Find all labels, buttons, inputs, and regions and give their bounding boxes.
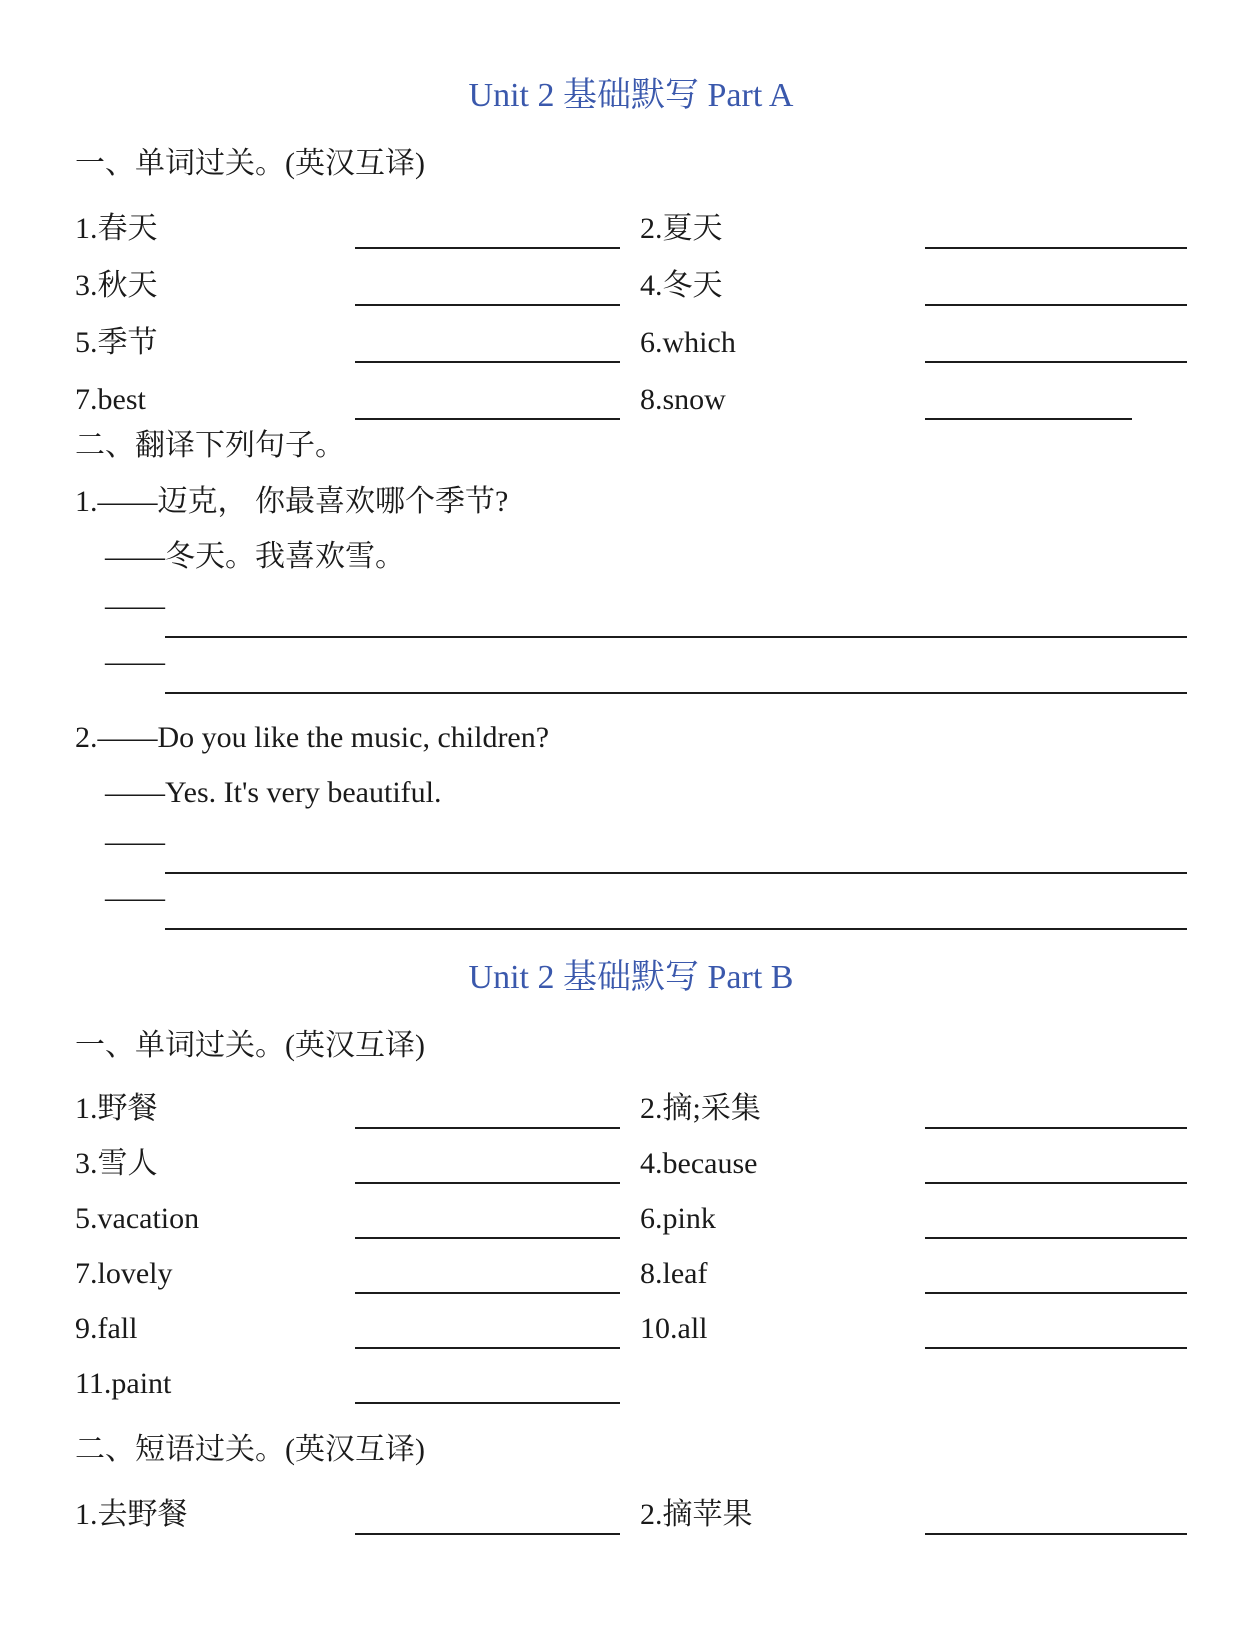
word-label: 3.雪人: [75, 1147, 158, 1180]
dialogue-2: [75, 710, 1187, 932]
part-a-translate-heading: 二、翻译下列句子。: [75, 429, 345, 462]
phrase-cell: [640, 1493, 1187, 1535]
word-cell: [640, 1087, 1187, 1129]
answer-line: [165, 820, 1187, 874]
dialogue-reply: ——冬天。我喜欢雪。: [105, 540, 405, 573]
word-cell: [75, 264, 620, 306]
answer-blank: [925, 207, 1187, 249]
answer-blank: [355, 207, 620, 249]
word-cell: [640, 1197, 1187, 1239]
word-label: 7.best: [75, 383, 146, 416]
dialogue-question-line: [75, 474, 1187, 529]
word-label: 10.all: [640, 1312, 708, 1345]
phrase-row: [75, 1478, 1187, 1535]
word-cell: [75, 1362, 620, 1404]
word-row: [75, 363, 1187, 420]
part-b-word-grid: [75, 1074, 1187, 1404]
word-label: 4.冬天: [640, 269, 723, 302]
answer-blank: [355, 264, 620, 306]
answer-blank: [355, 1307, 620, 1349]
word-label: 6.which: [640, 326, 736, 359]
answer-blank: [925, 321, 1187, 363]
word-row: [75, 1349, 1187, 1404]
word-cell: [640, 264, 1187, 306]
word-label: 2.夏天: [640, 212, 723, 245]
part-b-phrases-heading: 二、短语过关。(英汉互译): [75, 1433, 425, 1466]
dialogue-number: 1.: [75, 485, 98, 518]
word-label: 1.春天: [75, 212, 158, 245]
answer-row: [105, 820, 1187, 876]
word-row: [75, 1074, 1187, 1129]
answer-dash: ——: [105, 881, 165, 914]
word-cell: [640, 378, 1187, 420]
answer-blank: [355, 1142, 620, 1184]
word-cell: [75, 207, 620, 249]
answer-blank: [925, 1307, 1187, 1349]
part-b-title: Unit 2 基础默写 Part B: [468, 959, 794, 996]
word-row: [75, 1129, 1187, 1184]
answer-blank: [355, 1493, 620, 1535]
word-cell: [640, 1252, 1187, 1294]
word-cell: [75, 321, 620, 363]
word-label: 2.摘;采集: [640, 1092, 761, 1125]
word-cell: [640, 1307, 1187, 1349]
word-row: [75, 306, 1187, 363]
word-cell: [75, 1142, 620, 1184]
dialogue-question-line: [75, 710, 1187, 765]
answer-blank: [925, 378, 1132, 420]
part-b-words-heading: 一、单词过关。(英汉互译): [75, 1029, 425, 1062]
answer-blank: [355, 1362, 620, 1404]
word-cell: [75, 1307, 620, 1349]
answer-dash: ——: [105, 645, 165, 678]
part-a-words-heading: 一、单词过关。(英汉互译): [75, 147, 425, 180]
phrase-label: 1.去野餐: [75, 1498, 188, 1531]
answer-blank: [355, 1087, 620, 1129]
dialogue-number: 2.: [75, 721, 98, 754]
answer-blank: [925, 1252, 1187, 1294]
part-a-title: Unit 2 基础默写 Part A: [468, 77, 794, 114]
answer-blank: [925, 1142, 1187, 1184]
word-row: [75, 1294, 1187, 1349]
answer-row: [105, 876, 1187, 932]
answer-dash: ——: [105, 589, 165, 622]
answer-blank: [355, 1197, 620, 1239]
word-label: 8.snow: [640, 383, 726, 416]
part-a-word-grid: [75, 192, 1187, 420]
dialogue-reply: ——Yes. It's very beautiful.: [105, 776, 442, 809]
phrase-cell: [75, 1493, 620, 1535]
word-cell: [75, 1087, 620, 1129]
dialogue-question: ——迈克， 你最喜欢哪个季节?: [97, 485, 509, 518]
answer-blank: [925, 1087, 1187, 1129]
answer-row: [105, 640, 1187, 696]
answer-row: [105, 584, 1187, 640]
word-label: 11.paint: [75, 1367, 172, 1400]
word-label: 5.vacation: [75, 1202, 200, 1235]
answer-line: [165, 876, 1187, 930]
word-label: 1.野餐: [75, 1092, 158, 1125]
phrase-label: 2.摘苹果: [640, 1498, 753, 1531]
word-cell: [75, 1197, 620, 1239]
word-row: [75, 249, 1187, 306]
answer-blank: [355, 321, 620, 363]
word-label: 3.秋天: [75, 269, 158, 302]
word-label: 4.because: [640, 1147, 758, 1180]
word-label: 5.季节: [75, 326, 158, 359]
part-b-phrase-grid: [75, 1478, 1187, 1535]
word-cell: [640, 207, 1187, 249]
dialogue-question: ——Do you like the music, children?: [97, 721, 550, 754]
answer-line: [165, 584, 1187, 638]
word-label: 7.lovely: [75, 1257, 173, 1290]
word-row: [75, 1184, 1187, 1239]
word-cell: [75, 378, 620, 420]
answer-blank: [925, 264, 1187, 306]
word-cell: [640, 1142, 1187, 1184]
answer-dash: ——: [105, 825, 165, 858]
answer-blank: [925, 1493, 1187, 1535]
answer-blank: [355, 378, 620, 420]
word-label: 8.leaf: [640, 1257, 708, 1290]
word-label: 9.fall: [75, 1312, 138, 1345]
answer-blank: [355, 1252, 620, 1294]
word-row: [75, 192, 1187, 249]
word-row: [75, 1239, 1187, 1294]
word-cell: [640, 321, 1187, 363]
word-cell: [75, 1252, 620, 1294]
dialogue-1: [75, 474, 1187, 696]
answer-line: [165, 640, 1187, 694]
answer-blank: [925, 1197, 1187, 1239]
word-label: 6.pink: [640, 1202, 716, 1235]
